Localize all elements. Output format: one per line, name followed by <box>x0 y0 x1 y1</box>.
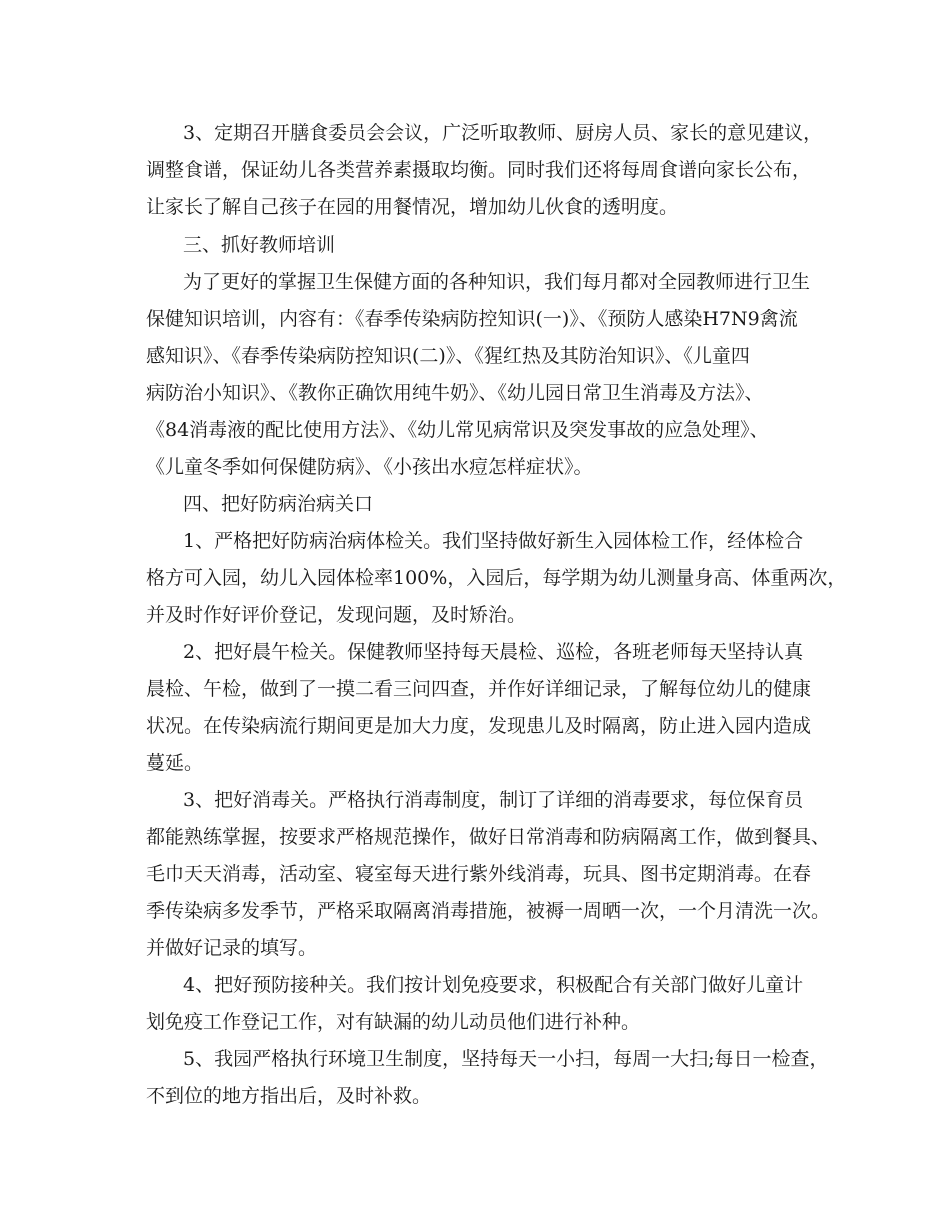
paragraph-line: 季传染病多发季节，严格采取隔离消毒措施，被褥一周晒一次，一个月清洗一次。 <box>146 900 831 922</box>
section-heading: 四、把好防病治病关口 <box>183 493 374 515</box>
paragraph-line: 3、定期召开膳食委员会会议，广泛听取教师、厨房人员、家长的意见建议， <box>183 122 823 144</box>
paragraph-line: 不到位的地方指出后，及时补救。 <box>146 1085 432 1107</box>
paragraph-line: 1、严格把好防病治病体检关。我们坚持做好新生入园体检工作，经体检合 <box>183 530 804 552</box>
paragraph-line: 调整食谱，保证幼儿各类营养素摄取均衡。同时我们还将每周食谱向家长公布， <box>146 159 812 181</box>
paragraph-line: 3、把好消毒关。严格执行消毒制度，制订了详细的消毒要求，每位保育员 <box>183 789 804 811</box>
paragraph-line: 状况。在传染病流行期间更是加大力度，发现患儿及时隔离，防止进入园内造成 <box>146 715 812 737</box>
paragraph-line: 感知识》、《春季传染病防控知识(二)》、《猩红热及其防治知识》、《儿童四 <box>146 345 750 367</box>
paragraph-line: 保健知识培训，内容有：《春季传染病防控知识(一)》、《预防人感染H7N9禽流 <box>146 308 798 330</box>
paragraph-line: 并做好记录的填写。 <box>146 937 318 959</box>
paragraph-line: 病防治小知识》、《教你正确饮用纯牛奶》、《幼儿园日常卫生消毒及方法》、 <box>146 382 764 404</box>
paragraph-line: 5、我园严格执行环境卫生制度，坚持每天一小扫，每周一大扫;每日一检查， <box>183 1048 829 1070</box>
paragraph-line: 都能熟练掌握，按要求严格规范操作，做好日常消毒和防病隔离工作，做到餐具、 <box>146 826 831 848</box>
paragraph-line: 毛巾天天消毒，活动室、寝室每天进行紫外线消毒，玩具、图书定期消毒。在春 <box>146 863 812 885</box>
paragraph-line: 划免疫工作登记工作，对有缺漏的幼儿动员他们进行补种。 <box>146 1011 641 1033</box>
paragraph-line: 让家长了解自己孩子在园的用餐情况，增加幼儿伙食的透明度。 <box>146 196 679 218</box>
paragraph-line: 晨检、午检，做到了一摸二看三问四查，并作好详细记录，了解每位幼儿的健康 <box>146 678 812 700</box>
paragraph-line: 2、把好晨午检关。保健教师坚持每天晨检、巡检，各班老师每天坚持认真 <box>183 641 804 663</box>
paragraph-line: 并及时作好评价登记，发现问题，及时矫治。 <box>146 604 527 626</box>
paragraph-line: 《儿童冬季如何保健防病》、《小孩出水痘怎样症状》。 <box>146 456 593 478</box>
paragraph-line: 《84消毒液的配比使用方法》、《幼儿常见病常识及突发事故的应急处理》、 <box>146 419 769 441</box>
section-heading: 三、抓好教师培训 <box>183 234 336 256</box>
paragraph-line: 为了更好的掌握卫生保健方面的各种知识，我们每月都对全园教师进行卫生 <box>183 271 811 293</box>
paragraph-line: 4、把好预防接种关。我们按计划免疫要求，积极配合有关部门做好儿童计 <box>183 974 804 996</box>
paragraph-line: 蔓延。 <box>146 752 204 774</box>
paragraph-line: 格方可入园，幼儿入园体检率100%，入园后，每学期为幼儿测量身高、体重两次， <box>146 567 847 589</box>
